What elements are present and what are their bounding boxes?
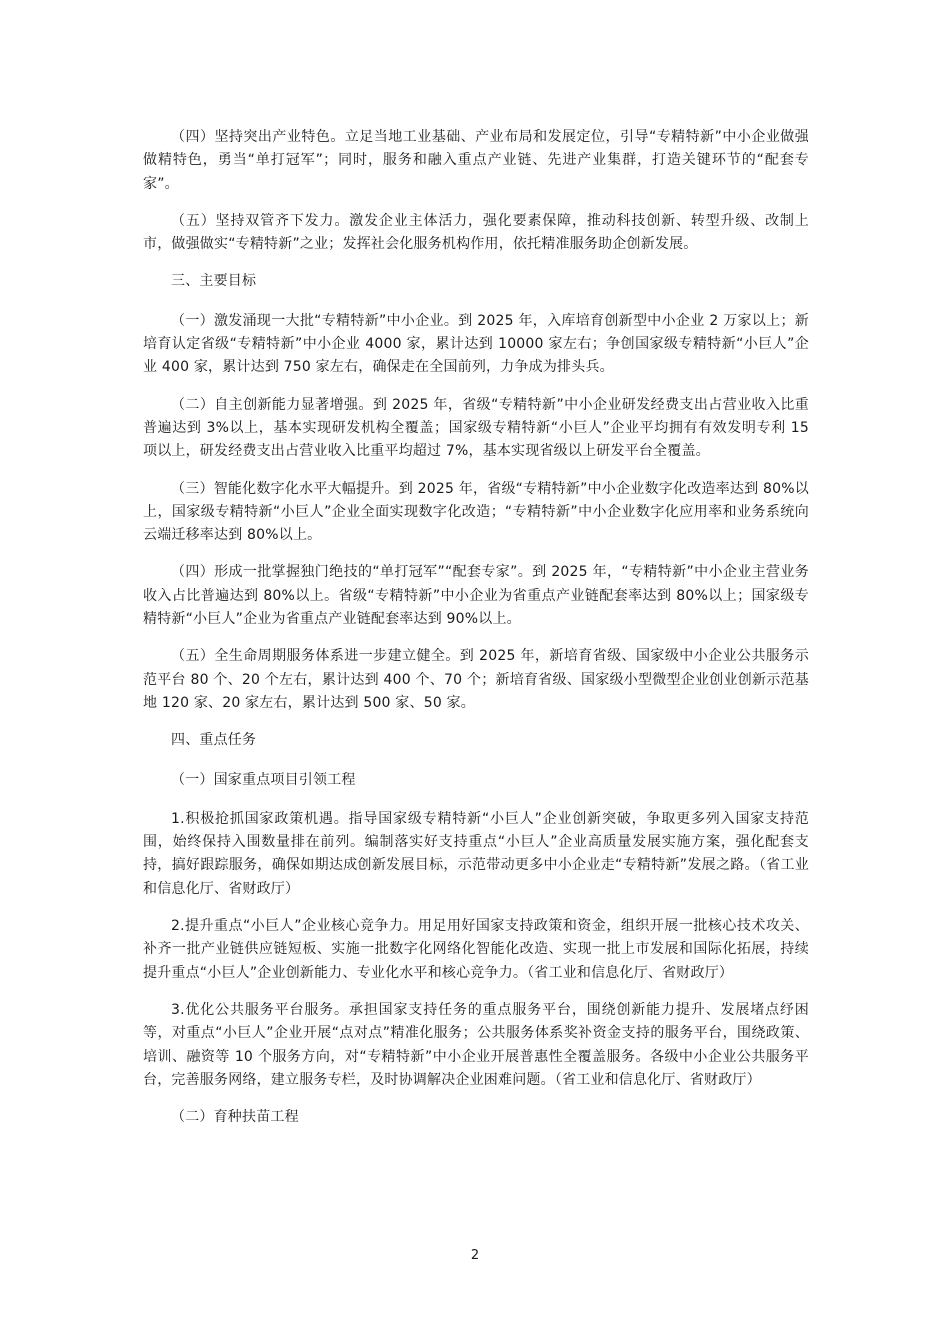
subsection-heading-national-projects: （一）国家重点项目引领工程 [171,771,356,788]
paragraph-goal-2: （二）自主创新能力显著增强。到 2025 年，省级“专精特新”中小企业研发经费支出占营业收入比重普遍达到 3%以上，基本实现研发机构全覆盖；国家级专精特新“小巨人”企业平均拥有有效发明专利 15 项以上，研发经费支出占营业收入比重平均超过 7%，基本实现省级以上研发平台全覆盖。 [143,396,809,460]
paragraph-goal-3: （三）智能化数字化水平大幅提升。到 2025 年，省级“专精特新”中小企业数字化改造率达到 80%以上，国家级专精特新“小巨人”企业全面实现数字化改造；“专精特新”中小企业数字化应用率和业务系统向云端迁移率达到 80%以上。 [143,480,809,544]
paragraph-task-2: 2.提升重点“小巨人”企业核心竞争力。用足用好国家支持政策和资金，组织开展一批核心技术攻关、补齐一批产业链供应链短板、实施一批数字化网络化智能化改造、实现一批上市发展和国际化拓展，持续提升重点“小巨人”企业创新能力、专业化水平和核心竞争力。（省工业和信息化厅、省财政厅） [143,918,809,981]
paragraph-principle-5: （五）坚持双管齐下发力。激发企业主体活力，强化要素保障，推动科技创新、转型升级、改制上市，做强做实“专精特新”之业；发挥社会化服务机构作用，依托精准服务助企创新发展。 [143,212,809,253]
paragraph-task-3: 3.优化公共服务平台服务。承担国家支持任务的重点服务平台，围绕创新能力提升、发展堵点纾困等，对重点“小巨人”企业开展“点对点”精准化服务；公共服务体系奖补资金支持的服务平台，围绕政策、培训、融资等 10 个服务方向，对“专精特新”中小企业开展普惠性全覆盖服务。各级中小企业公共服务平台，完善服务网络，建立服务专栏，及时协调解决企业困难问题。（省工业和信息化厅、省财政厅） [143,1001,809,1088]
paragraph-goal-1: （一）激发涌现一大批“专精特新”中小企业。到 2025 年，入库培育创新型中小企业 2 万家以上；新培育认定省级“专精特新”中小企业 4000 家，累计达到 10000 家左右；争创国家级专精特新“小巨人”企业 400 家，累计达到 750 家左右，确保走在全国前列，力争成为排头兵。 [143,312,809,376]
subsection-heading-nurturing: （二）育种扶苗工程 [171,1109,299,1126]
paragraph-task-1: 1.积极抢抓国家政策机遇。指导国家级专精特新“小巨人”企业创新突破，争取更多列入国家支持范围，始终保持入围数量排在前列。编制落实好支持重点“小巨人”企业高质量发展实施方案，强化配套支持，搞好跟踪服务，确保如期达成创新发展目标，示范带动更多中小企业走“专精特新”发展之路。（省工业和信息化厅、省财政厅） [143,810,809,897]
section-heading-key-tasks: 四、重点任务 [171,732,257,749]
paragraph-goal-4: （四）形成一批掌握独门绝技的“单打冠军”“配套专家”。到 2025 年，“专精特新”中小企业主营业务收入占比普遍达到 80%以上。省级“专精特新”中小企业为省重点产业链配套率达到 80%以上；国家级专精特新“小巨人”企业为省重点产业链配套率达到 90%以上。 [143,564,809,628]
page-number: 2 [470,1248,480,1263]
document-body [143,126,809,1145]
section-heading-main-goals: 三、主要目标 [171,273,257,290]
paragraph-goal-5: （五）全生命周期服务体系进一步建立健全。到 2025 年，新培育省级、国家级中小企业公共服务示范平台 80 个、20 个左右，累计达到 400 个、70 个；新培育省级、国家级小型微型企业创业创新示范基地 120 家、20 家左右，累计达到 500 家、50 家。 [143,648,809,711]
paragraph-principle-4: （四）坚持突出产业特色。立足当地工业基础、产业布局和发展定位，引导“专精特新”中小企业做强做精特色，勇当“单打冠军”；同时，服务和融入重点产业链、先进产业集群，打造关键环节的“配套专家”。 [143,129,809,192]
